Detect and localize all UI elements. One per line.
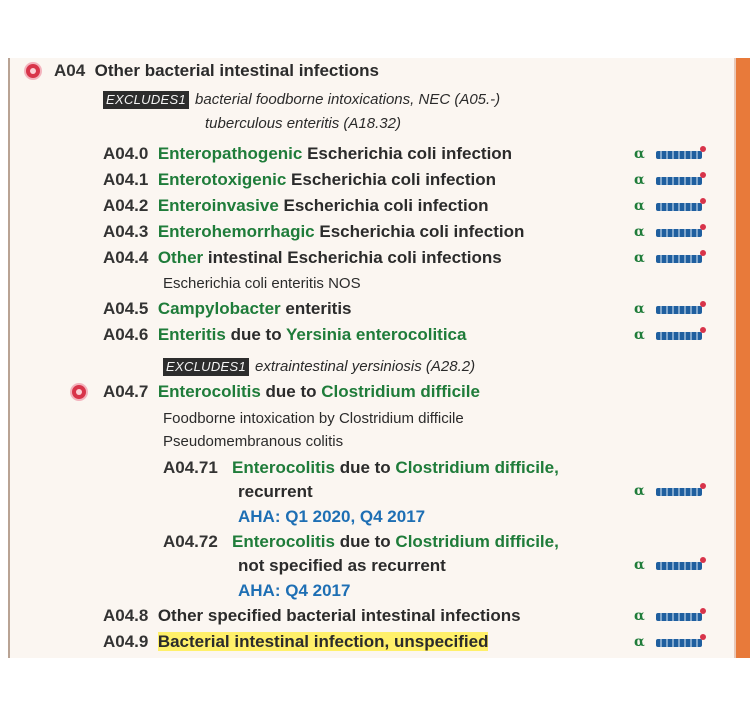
highlighted-term: Bacterial intestinal infection, unspecified xyxy=(157,632,489,651)
alpha-cmd-flag-icon: α xyxy=(634,250,710,268)
alpha-cmd-flag-icon: α xyxy=(634,301,710,319)
excludes1-label: EXCLUDES1 xyxy=(103,91,189,109)
alpha-cmd-flag-icon: α xyxy=(634,146,710,164)
subentry-continuation: recurrent xyxy=(238,482,313,501)
excludes-item-line xyxy=(205,112,401,135)
new-code-badge-icon xyxy=(70,383,88,401)
alpha-cmd-flag-icon: α xyxy=(634,327,710,345)
inclusion-note: Escherichia coli enteritis NOS xyxy=(163,275,361,292)
excludes-block xyxy=(103,88,500,111)
code-entry-a04-8: A04.8 Other specified bacterial intestinal infections xyxy=(103,606,521,625)
code-entry-a04-7: A04.7 Enterocolitis due to Clostridium difficile xyxy=(103,382,480,401)
category-header xyxy=(54,60,379,82)
aha-reference: AHA: Q4 2017 xyxy=(238,581,351,600)
subentry-continuation: not specified as recurrent xyxy=(238,556,446,575)
page-margin-rule xyxy=(8,58,10,658)
category-code: A04 xyxy=(54,61,86,80)
excludes1-label: EXCLUDES1 xyxy=(163,358,249,376)
code-entry-a04-71: A04.71 Enterocolitis due to Clostridium difficile, xyxy=(163,458,559,477)
code-entry-a04-3: A04.3 Enterohemorrhagic Escherichia coli infection xyxy=(103,222,525,241)
code-entry-a04-5: A04.5 Campylobacter enteritis xyxy=(103,299,352,318)
excludes-item: tuberculous enteritis (A18.32) xyxy=(205,115,401,132)
code-entry-a04-1: A04.1 Enterotoxigenic Escherichia coli infection xyxy=(103,170,497,189)
excludes-item: extraintestinal yersiniosis (A28.2) xyxy=(255,358,476,375)
new-code-badge-icon xyxy=(24,62,42,80)
excludes-item: bacterial foodborne intoxications, NEC (A05.-) xyxy=(195,91,501,108)
code-entry-a04-72: A04.72 Enterocolitis due to Clostridium difficile, xyxy=(163,532,559,551)
code-entry-a04-6: A04.6 Enteritis due to Yersinia enterocolitica xyxy=(103,325,467,344)
aha-reference: AHA: Q1 2020, Q4 2017 xyxy=(238,507,426,526)
alpha-cmd-flag-icon: α xyxy=(634,557,710,575)
alpha-cmd-flag-icon: α xyxy=(634,634,710,652)
alpha-cmd-flag-icon: α xyxy=(634,172,710,190)
code-entry-a04-2: A04.2 Enteroinvasive Escherichia coli infection xyxy=(103,196,489,215)
code-entry-a04-9: A04.9 Bacterial intestinal infection, unspecified xyxy=(103,632,489,651)
alpha-cmd-flag-icon: α xyxy=(634,608,710,626)
alpha-cmd-flag-icon: α xyxy=(634,224,710,242)
alpha-cmd-flag-icon: α xyxy=(634,198,710,216)
inclusion-note: Foodborne intoxication by Clostridium difficile xyxy=(163,410,464,427)
inclusion-note: Pseudomembranous colitis xyxy=(163,433,344,450)
excludes-block xyxy=(163,355,475,378)
category-title: Other bacterial intestinal infections xyxy=(94,61,379,80)
code-entry-a04-4: A04.4 Other intestinal Escherichia coli infections xyxy=(103,248,502,267)
code-entry-a04-0: A04.0 Enteropathogenic Escherichia coli infection xyxy=(103,144,513,163)
page-edge-tab xyxy=(736,58,750,658)
alpha-cmd-flag-icon: α xyxy=(634,483,710,501)
